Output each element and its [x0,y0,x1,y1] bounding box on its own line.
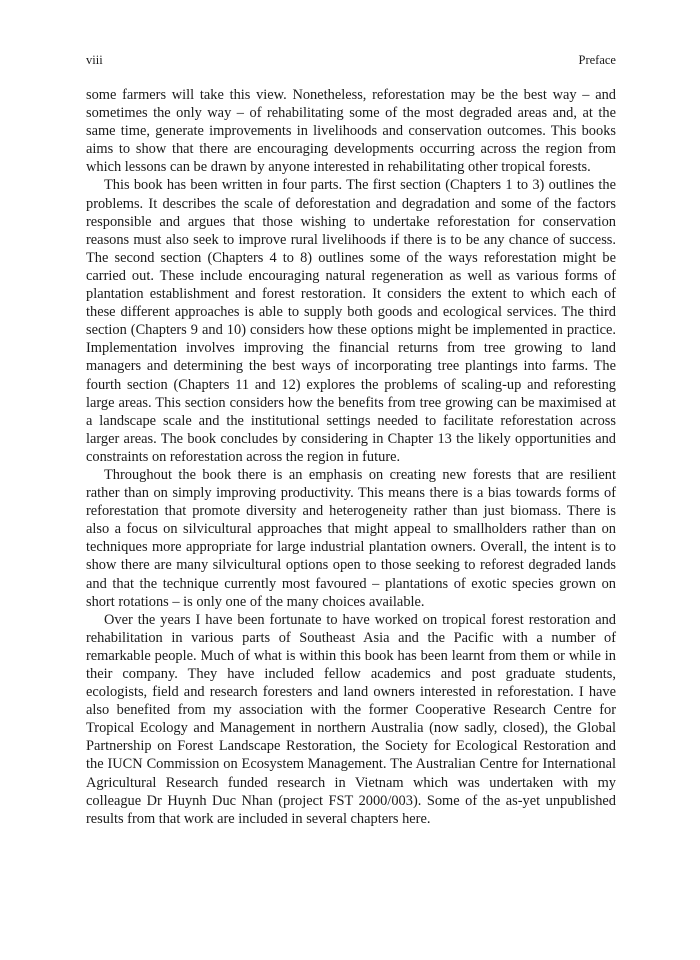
body-text [86,86,616,828]
paragraph-continued: some farmers will take this view. Nonetheless, reforestation may be the best way – and sometimes the only way – of rehabilitating some of the most degraded areas and, at the same time, generate improvements in livelihoods and conservation outcomes. This books aims to show that there are encouraging developments occurring across the region from which lessons can be drawn by anyone interested in rehabilitating other tropical forests. [86,87,616,176]
section-title: Preface [578,53,616,67]
paragraph-acknowledgements: Over the years I have been fortunate to have worked on tropical forest restoration and rehabilitation in various parts of Southeast Asia and the Pacific with a number of remarkable people. Much of what is within this book has been learnt from them or while in their company. They have included fellow academics and post graduate students, ecologists, field and research foresters and land owners interested in reforestation. I have also benefited from my association with the former Cooperative Research Centre for Tropical Ecology and Management in northern Australia (now sadly, closed), the Global Partnership on Forest Landscape Restoration, the Society for Ecological Restoration and the IUCN Commission on Ecosystem Management. The Australian Centre for International Agricultural Research funded research in Vietnam which was undertaken with my colleague Dr Huynh Duc Nhan (project FST 2000/003). Some of the as-yet unpublished results from that work are included in several chapters here. [86,611,616,827]
paragraph-emphasis: Throughout the book there is an emphasis on creating new forests that are resilient rather than on simply improving productivity. This means there is a bias towards forms of reforestation that promote diversity and heterogeneity rather than just biomass. There is also a focus on silvicultural approaches that might appeal to smallholders rather than on techniques more appropriate for large industrial plantation owners. Overall, the intent is to show there are many silvicultural options open to those seeking to reforest degraded lands and that the technique currently most favoured – plantations of exotic species grown on short rotations – is only one of the many choices available. [86,466,616,610]
page-number: viii [86,53,103,67]
paragraph-book-structure: This book has been written in four parts. The first section (Chapters 1 to 3) outlines the problems. It describes the scale of deforestation and degradation and some of the factors responsible and argues that those wishing to undertake reforestation for conservation reasons must also seek to improve rural livelihoods if there is to be any chance of success. The second section (Chapters 4 to 8) outlines some of the ways reforestation might be carried out. These include encouraging natural regeneration as well as various forms of plantation establishment and forest restoration. It considers the extent to which each of these different approaches is able to supply both goods and ecological services. The third section (Chapters 9 and 10) considers how these options might be implemented in practice. Implementation involves improving the financial returns from tree growing to land managers and determining the best ways of incorporating tree plantings into farms. The fourth section (Chapters 11 and 12) explores the problems of scaling-up and reforesting large areas. This section considers how the benefits from tree growing can be maximised at a landscape scale and the institutional settings needed to facilitate reforestation across larger areas. The book concludes by considering in Chapter 13 the likely opportunities and constraints on reforestation across the region in future. [86,177,616,465]
running-head [86,52,616,68]
